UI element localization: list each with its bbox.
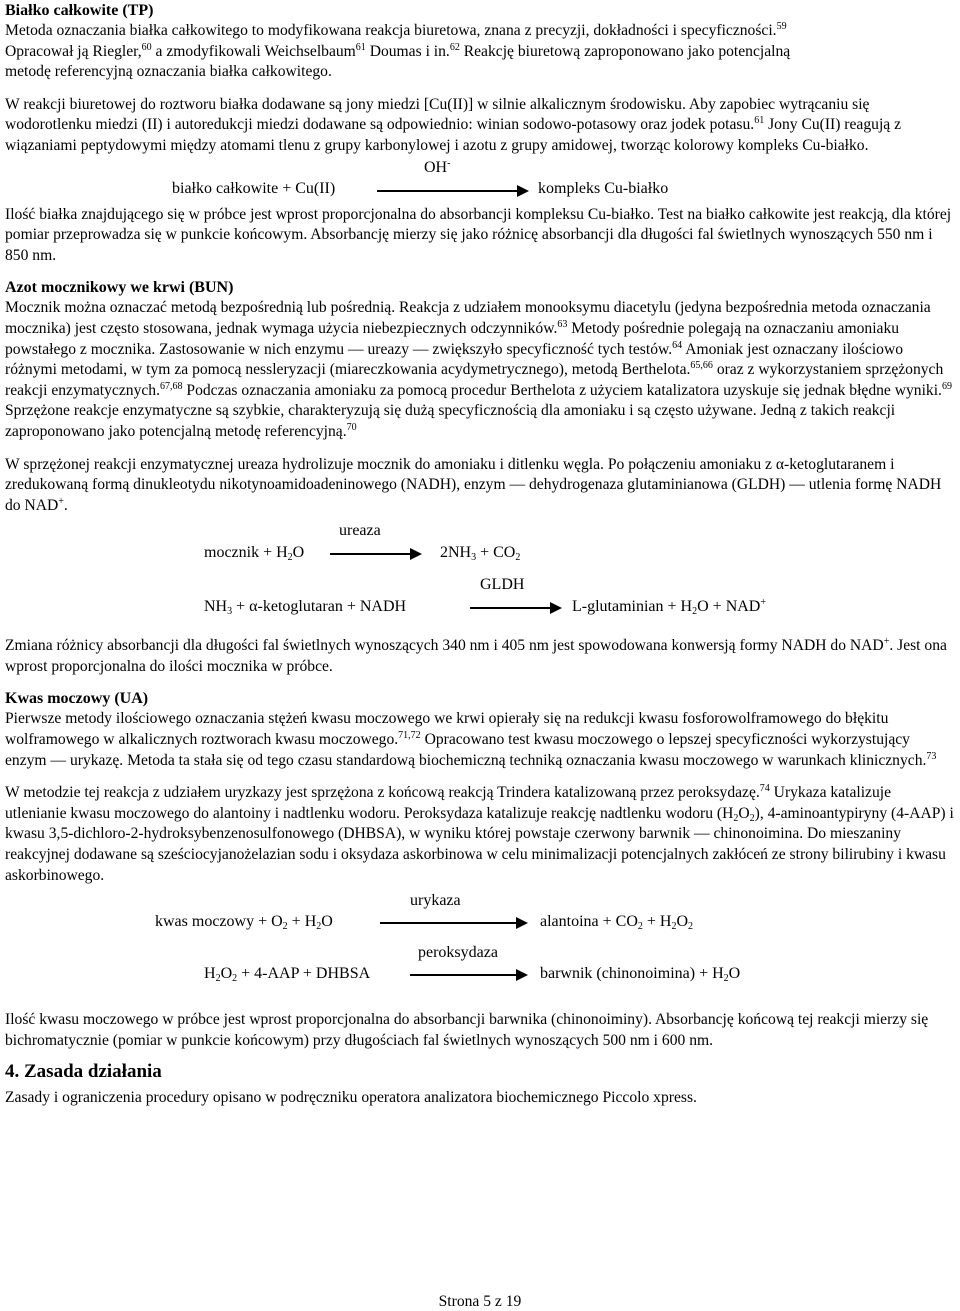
- section4-paragraph: Zasady i ograniczenia procedury opisano w podręczniku operatora analizatora biochemicznego Piccolo xpress.: [5, 1089, 697, 1107]
- reaction-products: kompleks Cu-białko: [538, 179, 669, 197]
- tp-paragraph-1: [5, 21, 955, 83]
- reaction-urease: [5, 516, 955, 628]
- ref: 62: [449, 41, 460, 53]
- text: Opracował ją Riegler,: [5, 42, 142, 60]
- reaction-enzyme: urykaza: [410, 892, 461, 910]
- reaction-arrow: [470, 607, 560, 609]
- ref: 60: [141, 41, 152, 53]
- text: Metoda oznaczania białka całkowitego to modyfikowana reakcja biuretowa, znana z precyzji, dokładności i specyficzności.: [5, 22, 777, 39]
- section-title-ua: Kwas moczowy (UA): [5, 690, 149, 708]
- text: Reakcję biuretową zaproponowano jako potencjalną: [459, 42, 791, 60]
- text: metodę referencyjną oznaczania białka całkowitego.: [5, 63, 332, 81]
- tp-paragraph-2: [5, 95, 955, 157]
- bun-paragraph-2: W sprzężonej reakcji enzymatycznej ureaza hydrolizuje mocznik do amoniaku i ditlenku węgla. Po połączeniu amoniaku z α-ketoglutaranem i zredukowaną formą dinukleotydu nikotynoamidoadeninowego (NADH), enzym — dehydrogenaza glutaminianowa (GLDH) — utlenia formę NADH do NAD+.: [5, 455, 942, 514]
- section-title-tp: Białko całkowite (TP): [5, 2, 154, 19]
- page-footer: Strona 5 z 19: [438, 1293, 522, 1310]
- ua-paragraph-1: Pierwsze metody ilościowego oznaczania stężeń kwasu moczowego we krwi opierały się na redukcji kwasu fosforowolframowego do błękitu wolframowego w alkalicznych roztworach kwasu moczowego.$^{71,72}$ Opracowano test kwasu moczowego o lepszej specyficzności wykorzystujący enzym — urykazę. Metoda ta stała się od tego czasu standardową biochemiczną techniką oznaczania kwasu moczowego w warunkach klinicznych.$^{73}$: [5, 710, 937, 769]
- reaction-arrow: [377, 190, 527, 192]
- reaction-substrates: $NH_3$ + α-ketoglutaran + NADH: [204, 598, 407, 618]
- section-title-bun: Azot mocznikowy we krwi (BUN): [5, 279, 234, 297]
- bun-paragraph-1: Mocznik można oznaczać metodą bezpośrednią lub pośrednią. Reakcja z udziałem monooksymu diacetylu (jedyna bezpośrednia metoda oznaczania mocznika) jest często stosowana, jednak wymaga użycia niebezpiecznych odczynników.$^{63}$ Metody pośrednie polegają na oznaczaniu amoniaku powstałego z mocznika. Zastosowanie w nich enzymu — ureazy — zwiększyło specyficzność tych testów.$^{64}$ Amoniak jest oznaczany ilościowo różnymi metodami, w tym za pomocą nessleryzacji (miareczkowania acydymetrycznego), metodą Berthelota.$^{65,66}$ oraz z wykorzystaniem sprzężonych reakcji enzymatycznych.$^{67,68}$ Podczas oznaczania amoniaku za pomocą procedur Berthelota z użyciem katalizatora uzyskuje się jednak błędne wyniki.$^{69}$ Sprzężone reakcje enzymatyczne są szybkie, charakteryzują się dużą specyficznością dla amoniaku i są często używane. Jedną z takich reakcji zaproponowano jako potencjalną metodę referencyjną.$^{70}$: [5, 299, 952, 440]
- ua-paragraph-2: W metodzie tej reakcja z udziałem uryzkazy jest sprzężona z końcową reakcją Trindera katalizowaną przez peroksydazę.$^{74}$ Urykaza katalizuje utlenianie kwasu moczowego do alantoiny i nadtlenku wodoru. Peroksydaza katalizuje reakcję nadtlenku wodoru $(H_2O_2)$, 4-aminoantypiryny (4-AAP) i kwasu 3,5-dichloro-2-hydroksybenzenosulfonowego (DHBSA), w wyniku której powstaje czerwony barwnik — chinonoimina. Do mieszaniny reakcyjnej dodawane są sześciocyjanożelazian sodu i oksydaza askorbinowa w celu minimalizacji potencjalnych zakłóceń ze strony bilirubiny i kwasu askorbinowego.: [5, 783, 954, 884]
- text: Doumas i in.: [365, 42, 450, 60]
- reaction-products: L-glutaminian + $H_2O + NAD^+$: [572, 597, 766, 618]
- reaction-condition: OH-: [424, 157, 451, 176]
- ua-paragraph-3: Ilość kwasu moczowego w próbce jest wprost proporcjonalna do absorbancji barwnika (chinonoiminy). Absorbancję końcową tej reakcji mierzy się bichromatycznie (pomiar w punkcie końcowym) przy długościach fal świetlnych wynoszących 500 nm i 600 nm.: [5, 1011, 929, 1049]
- reaction-arrow: [380, 922, 526, 924]
- document-page: [5, 0, 955, 1109]
- bun-paragraph-3: Zmiana różnicy absorbancji dla długości fal świetlnych wynoszących 340 nm i 405 nm jest spowodowana konwersją formy NADH do NAD+. Jest ona wprost proporcjonalna do ilości mocznika w próbce.: [5, 636, 947, 675]
- reaction-products: alantoina + $CO_2 + H_2O_2$: [540, 913, 694, 933]
- reaction-biuret: [5, 157, 955, 207]
- reaction-arrow: [410, 974, 526, 976]
- reaction-uricase: [5, 886, 955, 996]
- section-title-4: 4. Zasada działania: [5, 1061, 162, 1083]
- reaction-arrow: [330, 553, 420, 555]
- reaction-enzyme: GLDH: [480, 576, 525, 594]
- reaction-substrates: $H_2O_2 + 4-AAP$ + DHBSA: [204, 965, 371, 985]
- ref: 61: [754, 115, 765, 127]
- text: a zmodyfikowali Weichselbaum: [151, 42, 356, 60]
- reaction-products: $2NH_3 + CO_2$: [440, 544, 521, 564]
- reaction-substrates: białko całkowite + Cu(II): [172, 179, 336, 197]
- ref: 61: [355, 41, 366, 53]
- reaction-substrates: mocznik + $H_2O$: [204, 544, 305, 564]
- text: Jony Cu(II) reagują z wiązaniami peptydowymi między atomami tlenu z grupy karbonylowej i azotu z grupy amidowej, tworząc kolorowy kompleks Cu-białko.: [5, 116, 902, 154]
- reaction-substrates: kwas moczowy + $O_2 + H_2O$: [155, 913, 333, 933]
- ref: 59: [776, 21, 787, 32]
- tp-paragraph-3: Ilość białka znajdującego się w próbce jest wprost proporcjonalna do absorbancji kompleksu Cu-białko. Test na białko całkowite jest reakcją, dla której pomiar przeprowadza się w punkcie końcowym. Absorbancję mierzy się jako różnicę absorbancji dla długości fal świetlnych wynoszących 550 nm i 850 nm.: [5, 205, 952, 264]
- reaction-products: barwnik (chinonoimina) + $H_2O$: [540, 965, 741, 985]
- text: W reakcji biuretowej do roztworu białka dodawane są jony miedzi [Cu(II)] w silnie alkalicznym środowisku. Aby zapobiec wytrącaniu się wodorotlenku miedzi (II) i autoredukcji miedzi dodawane są odpowiednio: winian sodowo-potasowy oraz jodek potasu.: [5, 95, 870, 134]
- reaction-enzyme: ureaza: [339, 522, 381, 540]
- reaction-enzyme: peroksydaza: [418, 944, 498, 962]
